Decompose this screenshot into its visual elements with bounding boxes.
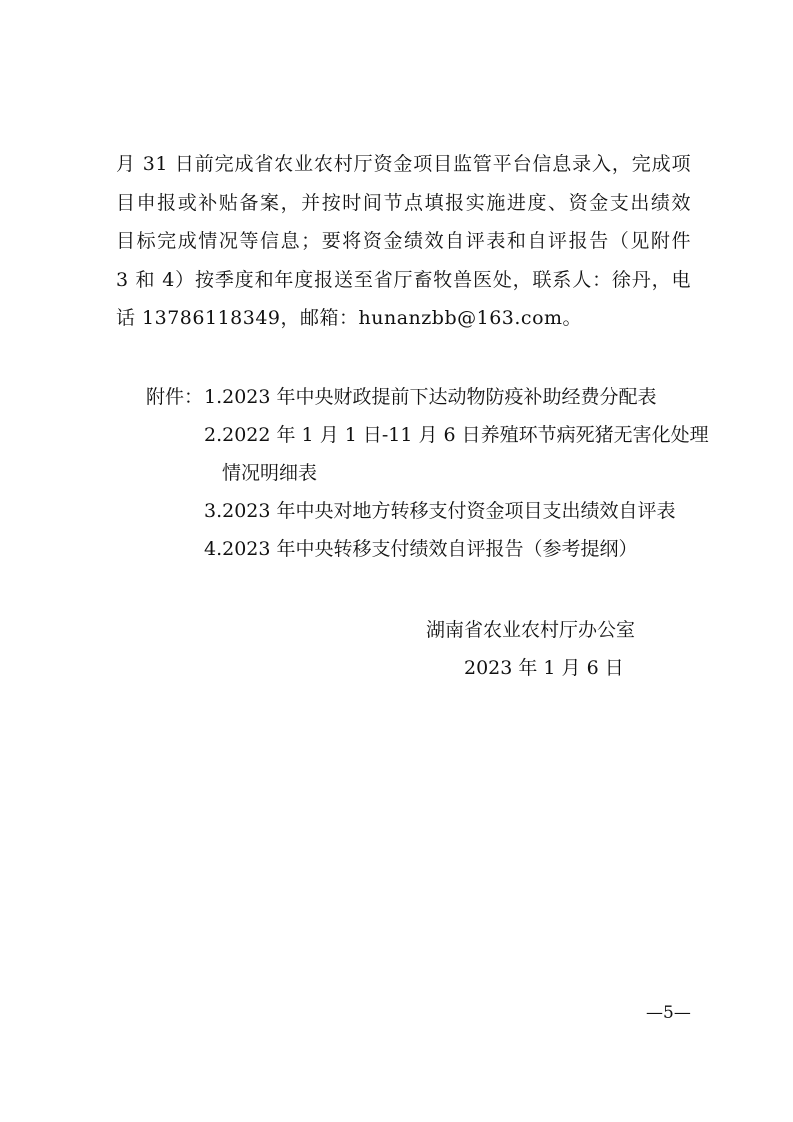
signature-organization: 湖南省农业农村厅办公室 bbox=[426, 619, 636, 641]
attachment-row bbox=[146, 378, 706, 416]
attachment-row bbox=[146, 492, 706, 530]
attachment-row bbox=[146, 530, 706, 568]
attachments-label: 附件： bbox=[146, 386, 204, 408]
body-paragraph bbox=[116, 145, 691, 338]
body-line: 目标完成情况等信息；要将资金绩效自评表和自评报告（见附件 bbox=[116, 230, 691, 252]
attachment-row bbox=[146, 454, 706, 492]
attachment-item: 1.2023 年中央财政提前下达动物防疫补助经费分配表 bbox=[204, 386, 657, 408]
page-number: —5— bbox=[646, 1003, 691, 1023]
body-line: 话 13786118349，邮箱：hunanzbb@163.com。 bbox=[116, 307, 583, 329]
attachment-row bbox=[146, 416, 709, 454]
attachment-item: 4.2023 年中央转移支付绩效自评报告（参考提纲） bbox=[204, 538, 638, 560]
attachment-item: 2.2022 年 1 月 1 日-11 月 6 日养殖环节病死猪无害化处理 bbox=[204, 424, 709, 446]
body-line: 3 和 4）按季度和年度报送至省厅畜牧兽医处，联系人：徐丹，电 bbox=[116, 268, 691, 291]
body-line: 目申报或补贴备案，并按时间节点填报实施进度、资金支出绩效 bbox=[116, 191, 691, 214]
attachments-list bbox=[146, 378, 709, 568]
attachment-item-continuation: 情况明细表 bbox=[222, 462, 318, 484]
attachment-item: 3.2023 年中央对地方转移支付资金项目支出绩效自评表 bbox=[204, 500, 676, 522]
signature-date: 2023 年 1 月 6 日 bbox=[464, 657, 624, 679]
body-line: 月 31 日前完成省农业农村厅资金项目监管平台信息录入，完成项 bbox=[116, 153, 691, 175]
